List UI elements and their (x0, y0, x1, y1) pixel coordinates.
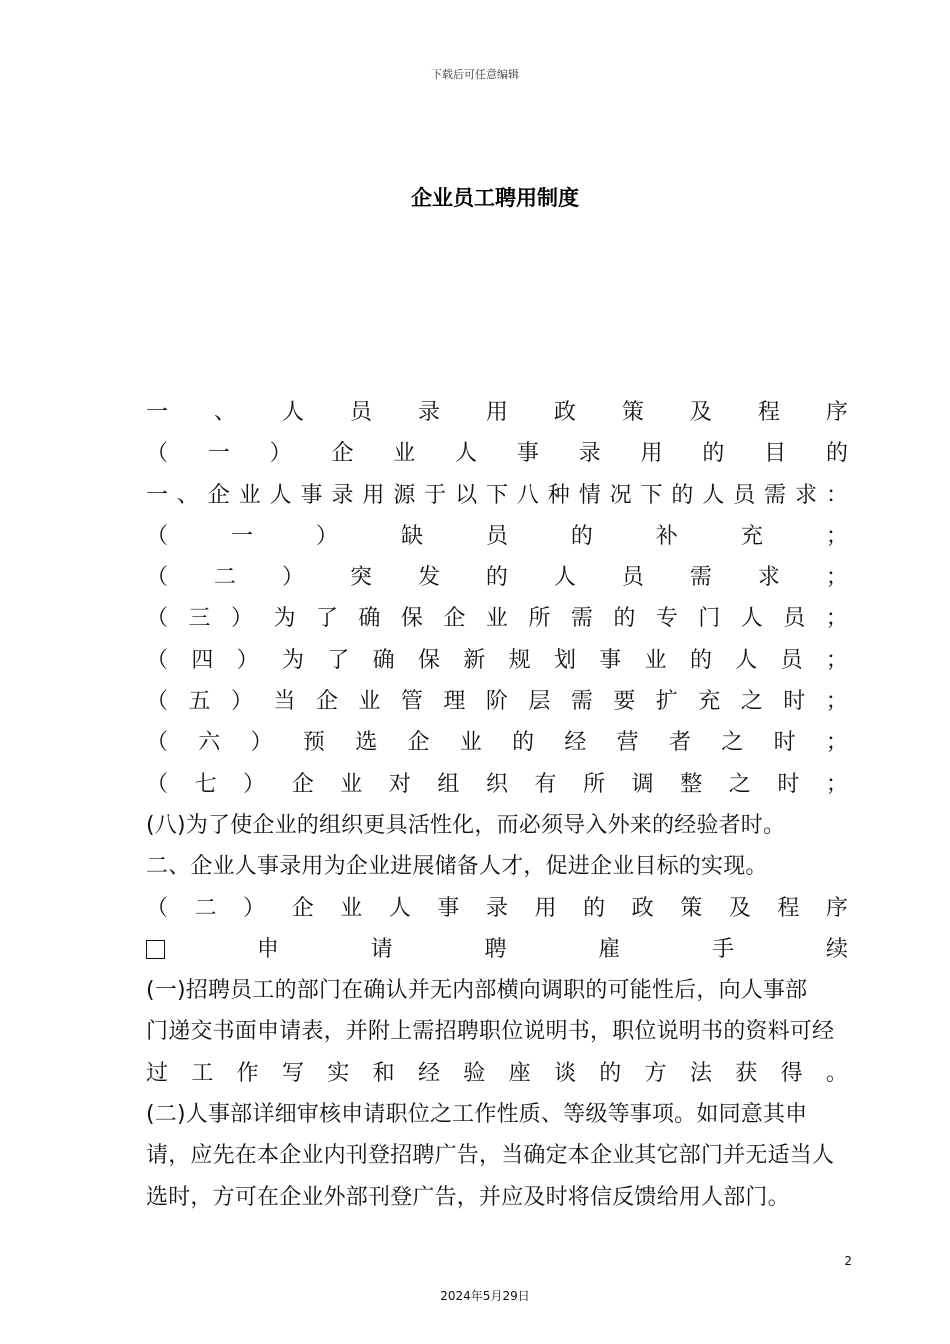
body-char: 业 (340, 895, 363, 921)
body-char: 经 (417, 1060, 440, 1086)
body-char: 确 (358, 606, 381, 632)
body-char: 业 (459, 730, 482, 756)
body-char: 企 (207, 482, 230, 508)
body-line (146, 722, 848, 763)
body-char: 和 (372, 1060, 395, 1086)
body-line (146, 681, 848, 722)
body-char: 过 (146, 1060, 169, 1086)
body-char: 二 (194, 895, 217, 921)
body-char: 人 (735, 647, 758, 673)
body-char: 理 (443, 689, 466, 715)
body-char: 录 (485, 895, 508, 921)
body-char: 程 (757, 400, 780, 425)
body-char: 申 (256, 936, 279, 962)
body-char: ） (243, 771, 266, 797)
body-line (146, 475, 848, 516)
body-char: 之 (740, 689, 763, 715)
body-char: 扩 (655, 689, 678, 715)
body-char: 时 (783, 689, 806, 715)
body-line-text: (一)招聘员工的部门在确认并无内部横向调职的可能性后，向人事部 (146, 978, 808, 1004)
body-char: 缺 (400, 523, 423, 549)
body-char: ） (269, 441, 292, 467)
body-line (146, 1094, 848, 1135)
body-line (146, 516, 848, 557)
body-char: 预 (302, 730, 325, 756)
body-char: 四 (191, 647, 214, 673)
body-char: ） (315, 523, 338, 549)
body-char: 调 (631, 771, 654, 797)
body-char: 需 (764, 482, 787, 508)
body-char: 为 (281, 647, 304, 673)
body-char: ； (825, 771, 848, 797)
body-char: 事 (599, 647, 622, 673)
body-char: （ (146, 895, 169, 921)
checkbox-icon (146, 940, 165, 959)
body-char: 保 (400, 606, 423, 632)
body-char: 管 (400, 689, 423, 715)
body-char: 求 (795, 482, 818, 508)
body-char: 人 (702, 482, 725, 508)
body-char: （ (146, 441, 169, 467)
body-char: 政 (631, 895, 654, 921)
body-char: 确 (372, 647, 395, 673)
body-char: 事 (300, 482, 323, 508)
body-char: 序 (825, 895, 848, 921)
body-char: 用 (485, 400, 508, 425)
body-char: 的 (702, 441, 725, 467)
body-char: 手 (712, 936, 735, 962)
body-line (146, 888, 848, 929)
body-char: 阶 (485, 689, 508, 715)
body-char: 要 (613, 689, 636, 715)
body-char: 企 (407, 730, 430, 756)
body-char: 业 (358, 689, 381, 715)
body-char: 用 (640, 441, 663, 467)
body-line (146, 846, 848, 887)
body-char: 选 (355, 730, 378, 756)
body-char: 时 (777, 771, 800, 797)
body-char: 员 (621, 565, 644, 591)
body-char: （ (146, 771, 169, 797)
body-char: 得 (780, 1060, 803, 1086)
body-char: 员 (783, 606, 806, 632)
body-char: 充 (740, 523, 763, 549)
body-char: 业 (393, 441, 416, 467)
body-line (146, 433, 848, 474)
body-char: 员 (485, 523, 508, 549)
body-line (146, 640, 848, 681)
body-char: 一 (146, 400, 169, 425)
body-char: 企 (331, 441, 354, 467)
body-char: 用 (534, 895, 557, 921)
body-char: 经 (564, 730, 587, 756)
body-char: 了 (327, 647, 350, 673)
body-char: 业 (485, 606, 508, 632)
body-char: 七 (194, 771, 217, 797)
body-char: 划 (553, 647, 576, 673)
body-char: 发 (417, 565, 440, 591)
body-char: 。 (825, 1060, 848, 1086)
body-char: 的 (485, 565, 508, 591)
body-char: 的 (613, 606, 636, 632)
body-char: 组 (437, 771, 460, 797)
body-line-text: 门递交书面申请表，并附上需招聘职位说明书，职位说明书的资料可经 (146, 1019, 835, 1045)
body-char: 方 (644, 1060, 667, 1086)
body-char: 对 (388, 771, 411, 797)
body-char: 一 (207, 441, 230, 467)
body-char: 录 (578, 441, 601, 467)
header-note: 下载后可任意编辑 (431, 68, 519, 81)
body-char: ； (825, 647, 848, 673)
body-char: 企 (291, 771, 314, 797)
body-char: 求 (757, 565, 780, 591)
body-char: 门 (698, 606, 721, 632)
body-char: 员 (780, 647, 803, 673)
body-char: 下 (640, 482, 663, 508)
body-char: （ (146, 565, 169, 591)
body-char: 作 (236, 1060, 259, 1086)
body-char: 人 (388, 895, 411, 921)
body-line (146, 557, 848, 598)
footer-date: 2024年5月29日 (440, 1289, 530, 1303)
body-char: 情 (578, 482, 601, 508)
body-char: 人 (553, 565, 576, 591)
body-char: 获 (735, 1060, 758, 1086)
body-char: ） (230, 606, 253, 632)
body-char: 况 (609, 482, 632, 508)
body-char: 实 (327, 1060, 350, 1086)
body-char: 人 (740, 606, 763, 632)
body-char: 为 (273, 606, 296, 632)
body-char: 层 (528, 689, 551, 715)
body-char: 员 (733, 482, 756, 508)
body-char: 新 (463, 647, 486, 673)
body-char: 录 (417, 400, 440, 425)
body-char: ； (825, 606, 848, 632)
body-char: 事 (437, 895, 460, 921)
body-char: 人 (281, 400, 304, 425)
body-line-text: (八)为了使企业的组织更具活性化，而必须导入外来的经验者时。 (146, 812, 786, 838)
body-char: 程 (777, 895, 800, 921)
body-char: 员 (349, 400, 372, 425)
body-char: 需 (570, 689, 593, 715)
body-char: 、 (176, 482, 199, 508)
body-char: 五 (188, 689, 211, 715)
body-char: 企 (291, 895, 314, 921)
body-char: 了 (315, 606, 338, 632)
body-line-text: (二)人事部详细审核申请职位之工作性质、等级等事项。如同意其申 (146, 1102, 808, 1128)
body-char: 所 (583, 771, 606, 797)
body-char: 的 (599, 1060, 622, 1086)
body-char: 人 (269, 482, 292, 508)
body-line (146, 392, 848, 433)
body-char: 六 (198, 730, 221, 756)
body-char: 八 (516, 482, 539, 508)
body-char: 三 (188, 606, 211, 632)
body-char: ； (825, 730, 848, 756)
body-char: 目 (764, 441, 787, 467)
body-char: 以 (455, 482, 478, 508)
body-char: 时 (773, 730, 796, 756)
body-char: 工 (191, 1060, 214, 1086)
body-char: 企 (443, 606, 466, 632)
body-char: 业 (644, 647, 667, 673)
body-char: 种 (547, 482, 570, 508)
body-char: ） (236, 647, 259, 673)
body-line (146, 1011, 848, 1052)
body-char: 法 (689, 1060, 712, 1086)
body-char: 座 (508, 1060, 531, 1086)
body-char: 一 (230, 523, 253, 549)
body-char: 的 (671, 482, 694, 508)
body-char: 序 (825, 400, 848, 425)
body-char: 补 (655, 523, 678, 549)
body-char: 整 (680, 771, 703, 797)
body-char: 者 (668, 730, 691, 756)
body-char: 织 (485, 771, 508, 797)
body-char: 及 (728, 895, 751, 921)
body-line (146, 1053, 848, 1094)
body-char: 策 (680, 895, 703, 921)
body-char: （ (146, 523, 169, 549)
body-char: 于 (424, 482, 447, 508)
body-char: 的 (583, 895, 606, 921)
body-char: 人 (455, 441, 478, 467)
body-char: 业 (238, 482, 261, 508)
body-line (146, 929, 848, 970)
body-char: 、 (213, 400, 236, 425)
body-char: 事 (516, 441, 539, 467)
body-char: ） (281, 565, 304, 591)
body-char: 请 (370, 936, 393, 962)
body-line (146, 970, 848, 1011)
body-char: 之 (721, 730, 744, 756)
body-char: 源 (393, 482, 416, 508)
body-char: 突 (349, 565, 372, 591)
body-char: 策 (621, 400, 644, 425)
body-char: 充 (698, 689, 721, 715)
body-char: ） (230, 689, 253, 715)
body-line (146, 598, 848, 639)
body-line (146, 1135, 848, 1176)
document-title: 企业员工聘用制度 (411, 186, 579, 210)
body-char: ； (825, 565, 848, 591)
body-line-text: 二、企业人事录用为企业进展储备人才，促进企业目标的实现。 (146, 854, 768, 880)
body-char: （ (146, 730, 169, 756)
body-char: 的 (689, 647, 712, 673)
body-char: ） (250, 730, 273, 756)
body-char: 写 (281, 1060, 304, 1086)
body-char: 的 (570, 523, 593, 549)
body-char: 专 (655, 606, 678, 632)
body-char: （ (146, 689, 169, 715)
body-char: ） (243, 895, 266, 921)
body-char: 的 (512, 730, 535, 756)
body-char: 之 (728, 771, 751, 797)
body-char: （ (146, 606, 169, 632)
body-char: ： (825, 482, 848, 508)
body-char: 及 (689, 400, 712, 425)
body-line (146, 764, 848, 805)
body-char: 营 (616, 730, 639, 756)
body-char: 用 (362, 482, 385, 508)
body-line-text: 选时，方可在企业外部刊登广告，并应及时将信反馈给用人部门。 (146, 1184, 790, 1210)
body-char: （ (146, 647, 169, 673)
body-char: 聘 (484, 936, 507, 962)
body-line-text: 请，应先在本企业内刊登招聘广告，当确定本企业其它部门并无适当人 (146, 1143, 835, 1169)
body-line (146, 1177, 848, 1218)
body-char: 当 (273, 689, 296, 715)
body-char: 下 (485, 482, 508, 508)
body-char: 需 (570, 606, 593, 632)
body-char: 有 (534, 771, 557, 797)
body-char: 需 (689, 565, 712, 591)
body-char: 保 (417, 647, 440, 673)
body-char: 业 (340, 771, 363, 797)
body-char: 一 (146, 482, 169, 508)
body-char: 二 (213, 565, 236, 591)
page-number: 2 (844, 1254, 852, 1268)
body-char: 谈 (553, 1060, 576, 1086)
body-char: 录 (331, 482, 354, 508)
body-char: ； (825, 523, 848, 549)
body-char: 企 (315, 689, 338, 715)
body-char: 的 (825, 441, 848, 467)
body-char: 验 (463, 1060, 486, 1086)
body-char: 续 (825, 936, 848, 962)
document-body (146, 392, 848, 1218)
body-char: 所 (528, 606, 551, 632)
body-char: 政 (553, 400, 576, 425)
body-line (146, 805, 848, 846)
body-char: ； (825, 689, 848, 715)
body-char: 雇 (598, 936, 621, 962)
body-char: 规 (508, 647, 531, 673)
